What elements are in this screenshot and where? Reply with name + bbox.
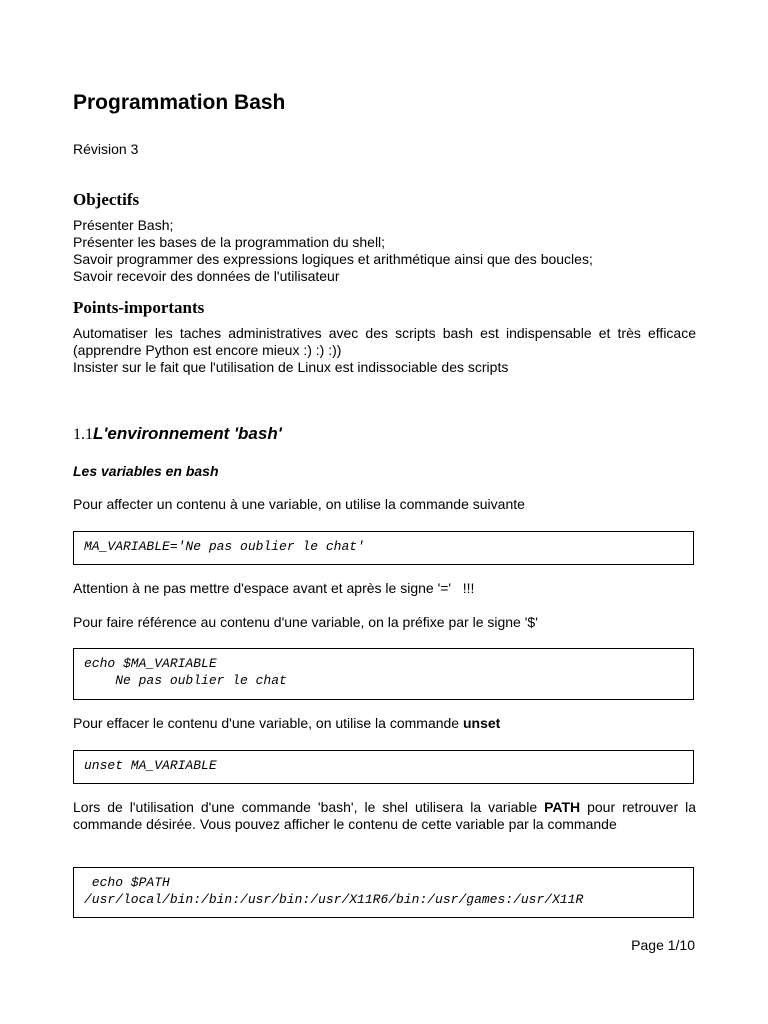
code-line: Ne pas oublier le chat bbox=[84, 673, 287, 688]
reference-paragraph: Pour faire référence au contenu d'une variable, on la préfixe par le signe '$' bbox=[73, 614, 538, 630]
points-heading: Points-importants bbox=[73, 298, 205, 317]
code-line: MA_VARIABLE='Ne pas oublier le chat' bbox=[84, 539, 365, 554]
points-paragraph: Automatiser les taches administratives avec des scripts bash est indispensable et très efficace (apprendre Python est encore mieux :) :) :)) bbox=[73, 325, 696, 358]
revision-label: Révision 3 bbox=[73, 141, 139, 157]
code-line: unset MA_VARIABLE bbox=[84, 758, 217, 773]
path-paragraph bbox=[73, 799, 696, 833]
code-line: echo $PATH bbox=[84, 875, 170, 890]
section-title: L'environnement 'bash' bbox=[93, 424, 282, 443]
code-line: /usr/local/bin:/bin:/usr/bin:/usr/X11R6/bin:/usr/games:/usr/X11R bbox=[84, 892, 584, 907]
code-block-assign bbox=[73, 531, 694, 565]
section-heading bbox=[73, 424, 282, 444]
section-number: 1.1 bbox=[73, 426, 93, 443]
objectifs-heading: Objectifs bbox=[73, 190, 140, 209]
unset-paragraph-text: Pour effacer le contenu d'une variable, on utilise la commande bbox=[73, 715, 463, 731]
objectifs-item: Présenter Bash; bbox=[73, 217, 174, 233]
objectifs-item: Savoir programmer des expressions logiques et arithmétique ainsi que des boucles; bbox=[73, 251, 593, 267]
unset-command: unset bbox=[462, 715, 501, 731]
code-line: echo $MA_VARIABLE bbox=[84, 656, 217, 671]
unset-paragraph bbox=[73, 715, 500, 732]
subsection-heading: Les variables en bash bbox=[73, 463, 219, 479]
objectifs-item: Présenter les bases de la programmation du shell; bbox=[73, 234, 386, 250]
objectifs-list bbox=[73, 217, 593, 285]
points-paragraph-2: Insister sur le fait que l'utilisation de Linux est indissociable des scripts bbox=[73, 359, 509, 375]
path-paragraph-text: Lors de l'utilisation d'une commande 'bash', le shel utilisera la variable bbox=[73, 799, 545, 815]
objectifs-item: Savoir recevoir des données de l'utilisateur bbox=[73, 268, 340, 284]
code-block-path bbox=[73, 867, 694, 918]
warning-paragraph: Attention à ne pas mettre d'espace avant et après le signe '=' !!! bbox=[73, 580, 475, 596]
code-block-echo bbox=[73, 648, 694, 700]
code-block-unset bbox=[73, 750, 694, 784]
page-number: Page 1/10 bbox=[631, 937, 695, 953]
assign-paragraph: Pour affecter un contenu à une variable, on utilise la commande suivante bbox=[73, 496, 525, 512]
path-variable: PATH bbox=[544, 799, 581, 815]
page-title: Programmation Bash bbox=[73, 91, 286, 114]
path-paragraph-text-2: pour retrouver la commande désirée. Vous pouvez afficher le contenu de cette variable par la commande bbox=[73, 799, 697, 832]
